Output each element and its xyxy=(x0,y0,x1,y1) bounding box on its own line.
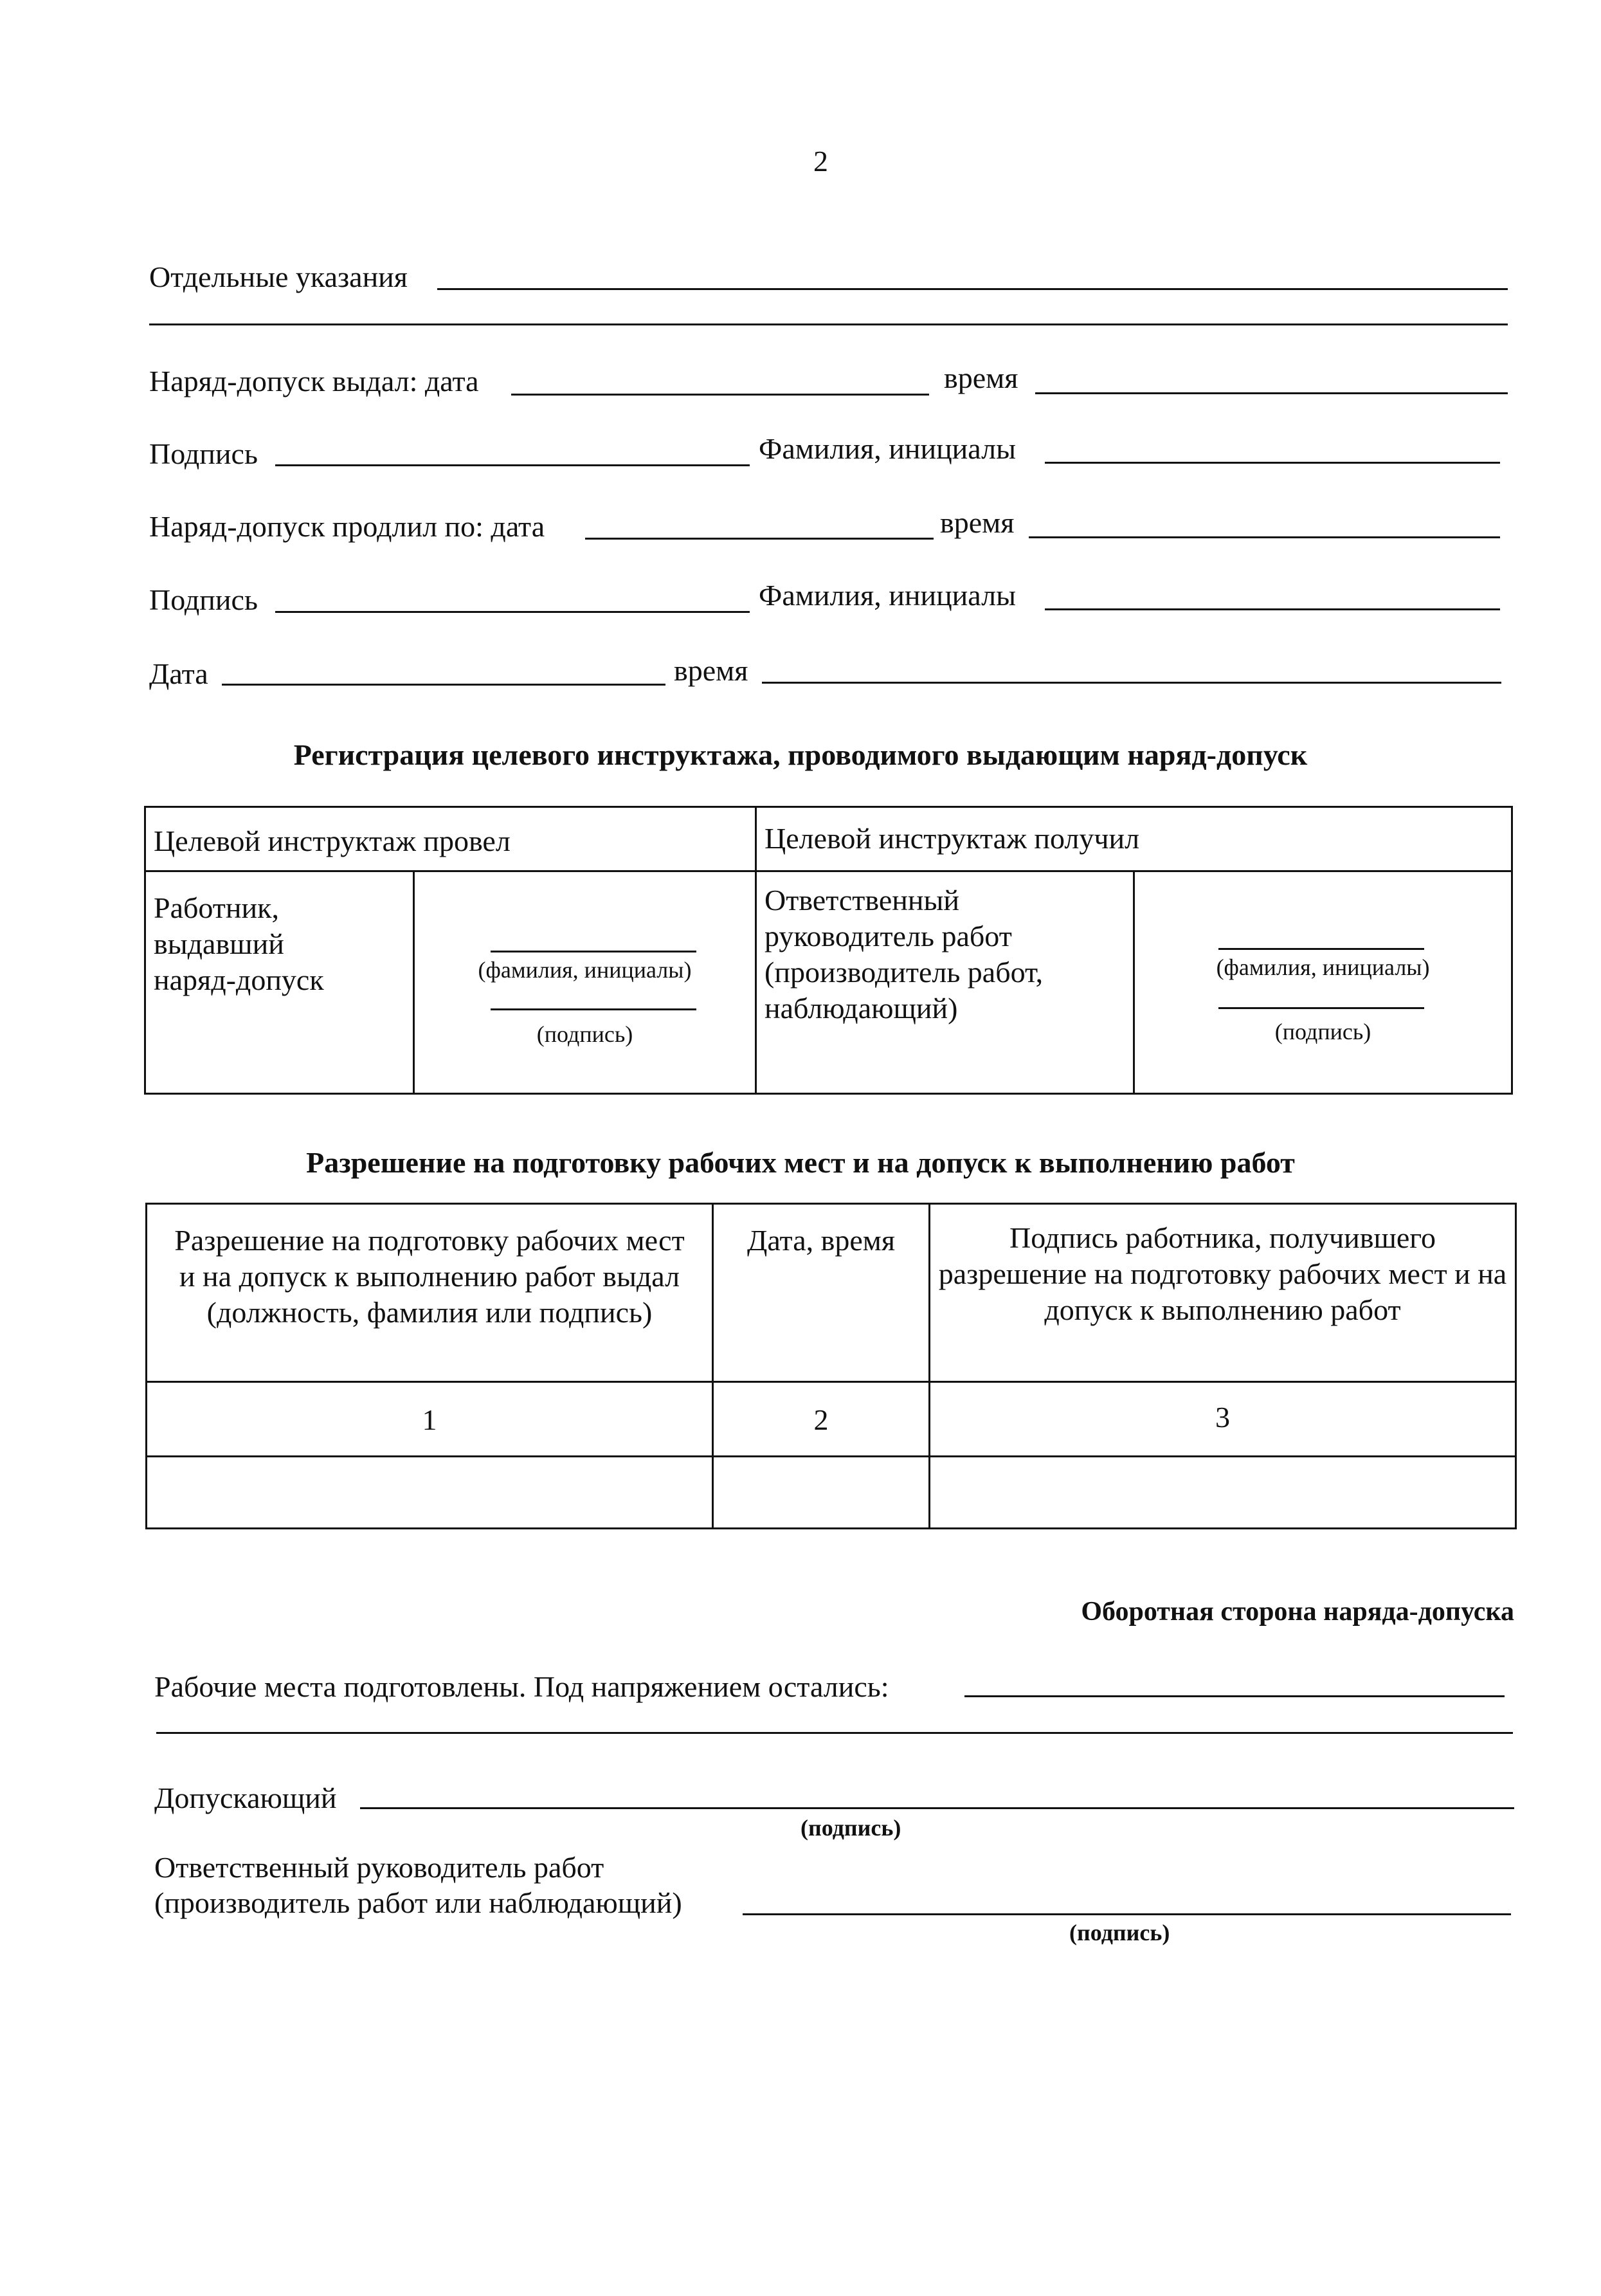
right-signature-caption: (подпись) xyxy=(1274,1019,1371,1044)
admitting-label: Допускающий xyxy=(154,1781,337,1814)
briefing-table xyxy=(144,806,1513,1095)
left-name-caption: (фамилия, инициалы) xyxy=(478,957,692,983)
right-name-line[interactable] xyxy=(1218,948,1424,950)
left-signature-caption: (подпись) xyxy=(536,1021,633,1047)
date-3-field[interactable] xyxy=(222,684,665,686)
left-role-line: выдавший xyxy=(154,927,284,960)
briefing-right-role xyxy=(756,871,1134,1094)
right-name-caption: (фамилия, инициалы) xyxy=(1216,954,1430,980)
right-role-line: руководитель работ xyxy=(764,920,1012,952)
briefing-right-signature-cell[interactable] xyxy=(1134,871,1512,1094)
responsible-label-line2: (производитель работ или наблюдающий) xyxy=(154,1886,682,1919)
left-role-line: наряд-допуск xyxy=(154,963,324,996)
briefing-header-conducted-text: Целевой инструктаж провел xyxy=(154,825,511,857)
signature-1-label: Подпись xyxy=(149,437,258,470)
left-signature-line[interactable] xyxy=(491,1008,696,1010)
surname-2-field[interactable] xyxy=(1045,608,1500,610)
extended-date-label: Наряд-допуск продлил по: дата xyxy=(149,510,545,543)
briefing-title: Регистрация целевого инструктажа, проводимого выдающим наряд-допуск xyxy=(293,738,1308,771)
left-name-line[interactable] xyxy=(491,951,696,952)
permission-datetime-cell[interactable] xyxy=(713,1457,930,1529)
reverse-side-title: Оборотная сторона наряда-допуска xyxy=(1081,1597,1514,1626)
responsible-signature-caption: (подпись) xyxy=(1069,1920,1170,1945)
permission-col-number: 2 xyxy=(713,1382,930,1457)
special-instructions-field-2[interactable] xyxy=(149,323,1508,325)
special-instructions-field-1[interactable] xyxy=(437,288,1508,290)
page-number: 2 xyxy=(813,145,828,178)
permission-col-header-recipient: Подпись работника, получившего разрешение на подготовку рабочих мест и на допуск к выполнению работ xyxy=(930,1204,1516,1382)
extended-date-field[interactable] xyxy=(585,538,934,540)
time-3-label: время xyxy=(674,654,748,687)
permission-col-number: 1 xyxy=(147,1382,713,1457)
admitting-signature-field[interactable] xyxy=(360,1807,1514,1809)
briefing-header-received xyxy=(756,807,1512,871)
permission-table xyxy=(145,1203,1517,1529)
issued-date-field[interactable] xyxy=(511,394,929,396)
responsible-label-line1: Ответственный руководитель работ xyxy=(154,1851,604,1884)
permission-title: Разрешение на подготовку рабочих мест и на допуск к выполнению работ xyxy=(306,1146,1295,1179)
extended-time-label: время xyxy=(940,506,1015,539)
prepared-label: Рабочие места подготовлены. Под напряжением остались: xyxy=(154,1670,889,1703)
briefing-header-received-text: Целевой инструктаж получил xyxy=(764,822,1140,855)
date-3-label: Дата xyxy=(149,657,208,690)
admitting-signature-caption: (подпись) xyxy=(801,1815,901,1841)
right-signature-line[interactable] xyxy=(1218,1007,1424,1009)
briefing-left-signature-cell[interactable] xyxy=(414,871,756,1094)
issued-time-label: время xyxy=(944,361,1018,394)
live-parts-field-1[interactable] xyxy=(964,1695,1505,1697)
briefing-left-role xyxy=(145,871,414,1094)
surname-2-label: Фамилия, инициалы xyxy=(759,579,1016,612)
signature-2-label: Подпись xyxy=(149,583,258,616)
surname-1-field[interactable] xyxy=(1045,462,1500,464)
left-role-line: Работник, xyxy=(154,891,279,924)
permission-col-number: 3 xyxy=(930,1382,1516,1457)
permission-col-header-datetime: Дата, время xyxy=(713,1204,930,1382)
signature-2-field[interactable] xyxy=(275,611,750,613)
right-role-line: (производитель работ, xyxy=(764,956,1044,989)
briefing-header-conducted xyxy=(145,807,756,871)
time-3-field[interactable] xyxy=(762,682,1501,684)
table-row xyxy=(147,1457,1516,1529)
right-role-line: Ответственный xyxy=(764,884,960,916)
responsible-signature-field[interactable] xyxy=(743,1913,1511,1915)
extended-time-field[interactable] xyxy=(1029,536,1500,538)
permission-recipient-cell[interactable] xyxy=(930,1457,1516,1529)
issued-date-label: Наряд-допуск выдал: дата xyxy=(149,365,479,397)
permission-col-header-issuer: Разрешение на подготовку рабочих мест и на допуск к выполнению работ выдал (должность, фамилия или подпись) xyxy=(147,1204,713,1382)
live-parts-field-2[interactable] xyxy=(156,1732,1513,1734)
issued-time-field[interactable] xyxy=(1035,392,1508,394)
permission-issuer-cell[interactable] xyxy=(147,1457,713,1529)
right-role-line: наблюдающий) xyxy=(764,992,958,1025)
signature-1-field[interactable] xyxy=(275,464,750,466)
surname-1-label: Фамилия, инициалы xyxy=(759,432,1016,465)
special-instructions-label: Отдельные указания xyxy=(149,260,408,293)
